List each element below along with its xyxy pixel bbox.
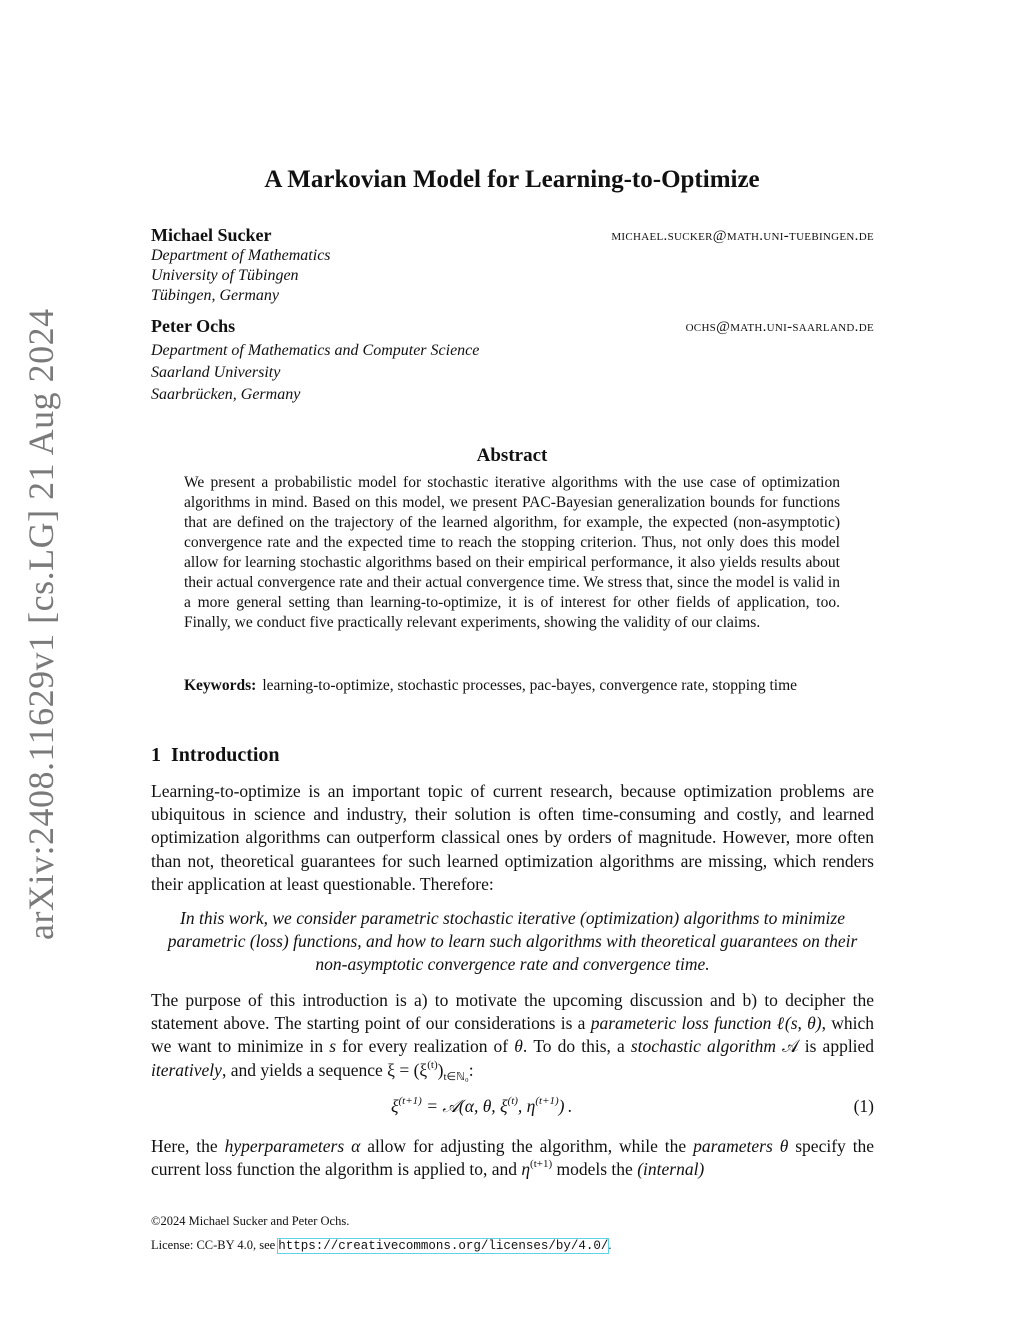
author-email[interactable]: michael.sucker@math.uni-tuebingen.de bbox=[611, 228, 874, 244]
section-title: Introduction bbox=[171, 744, 280, 766]
paper-title: A Markovian Model for Learning-to-Optimize bbox=[264, 166, 760, 193]
author-affiliation: Department of Mathematics and Computer Science bbox=[151, 342, 480, 359]
author-name: Michael Sucker bbox=[151, 225, 272, 245]
author-affiliation: Tübingen, Germany bbox=[151, 287, 279, 304]
copyright-notice: ©2024 Michael Sucker and Peter Ochs. bbox=[151, 1214, 350, 1228]
equation-number: (1) bbox=[853, 1096, 874, 1116]
arxiv-identifier: arXiv:2408.11629v1 [cs.LG] 21 Aug 2024 bbox=[21, 308, 61, 940]
keywords-list: learning-to-optimize, stochastic processes, pac-bayes, convergence rate, stopping time bbox=[262, 677, 798, 694]
author-affiliation: Department of Mathematics bbox=[151, 247, 331, 264]
author-affiliation: Saarland University bbox=[151, 364, 281, 381]
intro-paragraph: Here, the hyperparameters α allow for adjusting the algorithm, while the parameters θ specify the current loss function the algorithm is applied to, and $\eta^{(t+1)}$ models the (internal) bbox=[151, 1136, 875, 1180]
section-heading bbox=[151, 744, 280, 767]
abstract-text: We present a probabilistic model for stochastic iterative algorithms with the use case of optimization algorithms in mind. Based on this model, we present PAC-Bayesian generalization bounds for functions that are defined on the trajectory of the learned algorithm, for example, the expected (non-asymptotic) convergence rate and the expected time to reach the stopping criterion. Thus, not only does this model allow for learning stochastic algorithms based on their empirical performance, it also yields results about their actual convergence rate and their actual convergence time. We stress that, since the model is valid in a more general setting than learning-to-optimize, it is of interest for other fields of application, too. Finally, we conduct five practically relevant experiments, showing the validity of our claims. bbox=[184, 474, 840, 631]
keywords-label: Keywords: bbox=[184, 677, 257, 694]
keywords bbox=[184, 676, 840, 696]
intro-statement: In this work, we consider parametric stochastic iterative (optimization) algorithms to minimize parametric (loss) functions, and how to learn such algorithms with theoretical guarantees on their non-asymptotic convergence rate and convergence time. bbox=[167, 908, 858, 975]
license-notice: License: CC-BY 4.0, see https://creativecommons.org/licenses/by/4.0/. bbox=[151, 1238, 612, 1253]
intro-paragraph: The purpose of this introduction is a) to motivate the upcoming discussion and b) to decipher the statement above. The starting point of our considerations is a parameteric loss function ℓ(s, θ), which we want to minimize in s for every realization of θ. To do this, a stochastic algorithm 𝒜 is applied iteratively, and yields a sequence $\xi = (\xi^{(t)})_{t\in ℕ_0}$: bbox=[151, 990, 875, 1083]
author-affiliation: University of Tübingen bbox=[151, 267, 299, 284]
author-name: Peter Ochs bbox=[151, 316, 236, 336]
author-affiliation: Saarbrücken, Germany bbox=[151, 386, 301, 403]
equation-body: $\xi^{(t+1)}$ = 𝒜(α, θ, $\xi^{(t)}$, $\eta^{(t+1)}$) . bbox=[391, 1095, 573, 1116]
author-email[interactable]: ochs@math.uni-saarland.de bbox=[685, 319, 874, 335]
intro-paragraph: Learning-to-optimize is an important topic of current research, because optimization problems are ubiquitous in science and industry, their solution is often time-consuming and costly, and learned optimization algorithms can outperform classical ones by orders of magnitude. However, more often than not, theoretical guarantees for such learned optimization algorithms are missing, which renders their application at least questionable. Therefore: bbox=[151, 781, 874, 894]
abstract-heading: Abstract bbox=[476, 445, 548, 466]
section-number: 1 bbox=[151, 744, 161, 766]
license-link[interactable]: https://creativecommons.org/licenses/by/4.0/ bbox=[278, 1239, 609, 1253]
